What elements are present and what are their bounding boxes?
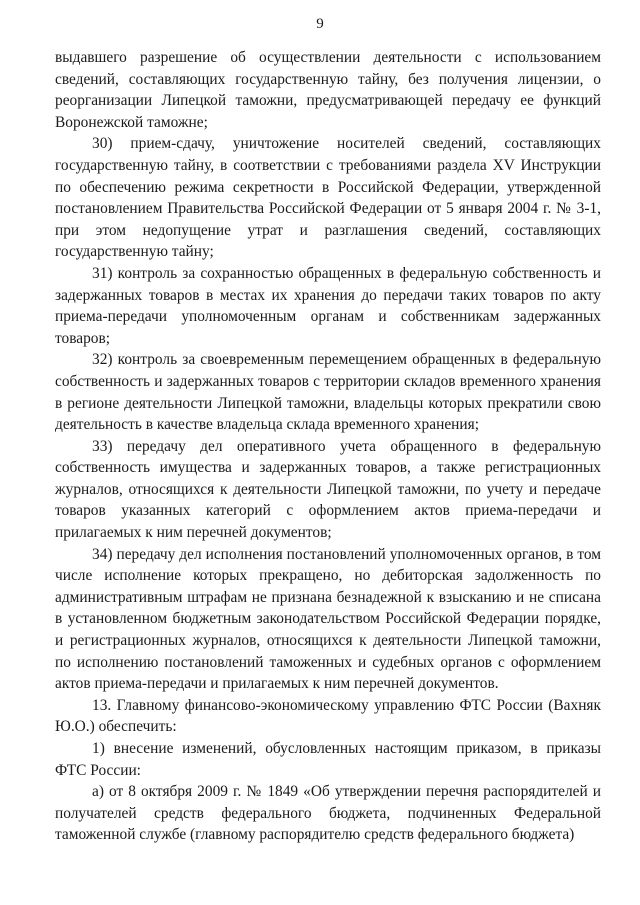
list-item-31: 31) контроль за сохранностью обращенных в федеральную собственность и задержанных товаров в местах их хранения до передачи таких товаров по акту приема-передачи уполномоченным органам и собственникам задержанных товаров;	[55, 264, 601, 347]
list-item-13-1-a: а) от 8 октября 2009 г. № 1849 «Об утверждении перечня распорядителей и получателей средств федерального бюджета, подчиненных Федеральной таможенной службе (главному распорядителю средств федерального бюджета)	[55, 783, 601, 844]
list-item-32: 32) контроль за своевременным перемещением обращенных в федеральную собственность и задержанных товаров с территории складов временного хранения в регионе деятельности Липецкой таможни, владельцы которых прекратили свою деятельность в качестве владельца склада временного хранения;	[55, 351, 601, 434]
list-item-33: 33) передачу дел оперативного учета обращенного в федеральную собственность имущества и задержанных товаров, а также регистрационных журналов, относящихся к деятельности Липецкой таможни, по учету и передаче товаров указанных категорий с оформлением актов приема-передачи и прилагаемых к ним перечней документов;	[55, 437, 601, 542]
list-item-34: 34) передачу дел исполнения постановлений уполномоченных органов, в том числе исполнение которых прекращено, но дебиторская задолженность по административным штрафам не признана безнадежной к взысканию и не списана в установленном бюджетным законодательством Российской Федерации порядке, и регистрационных журналов, относящихся к деятельности Липецкой таможни, по исполнению постановлений таможенных и судебных органов с оформлением актов приема-передачи и прилагаемых к ним перечней документов.	[55, 545, 601, 693]
list-item-30: 30) прием-сдачу, уничтожение носителей сведений, составляющих государственную тайну, в соответствии с требованиями раздела XV Инструкции по обеспечению режима секретности в Российской Федерации, утвержденной постановлением Правительства Российской Федерации от 5 января 2004 г. № 3-1, при этом недопущение утрат и разглашения сведений, составляющих государственную тайну;	[55, 135, 601, 261]
section-13-heading: 13. Главному финансово-экономическому управлению ФТС России (Вахняк Ю.О.) обеспечить:	[55, 696, 601, 736]
document-body	[55, 47, 601, 846]
page-number: 9	[316, 16, 324, 32]
list-item-13-1: 1) внесение изменений, обусловленных настоящим приказом, в приказы ФТС России:	[55, 740, 601, 779]
paragraph-continuation: выдавшего разрешение об осуществлении деятельности с использованием сведений, составляющих государственную тайну, без получения лицензии, о реорганизации Липецкой таможни, предусматривающей передачу ее функций Воронежской таможне;	[55, 49, 601, 131]
